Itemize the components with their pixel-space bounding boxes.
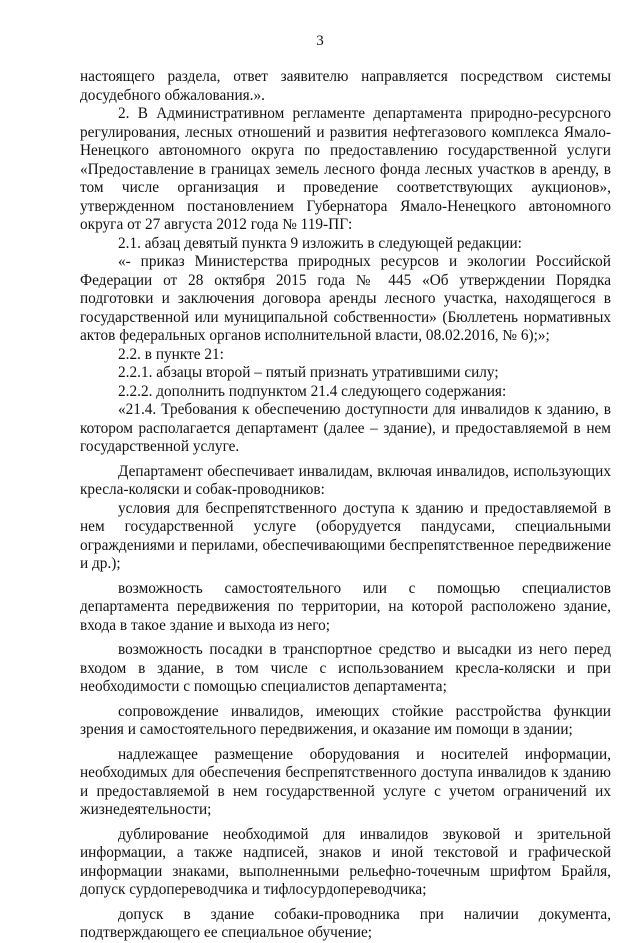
paragraph: 2.2. в пункте 21: (118, 345, 224, 363)
paragraph: условия для беспрепятственного доступа к зданию и предоставляемой в нем государственной услуге (оборудуется пандусами, специальными ограждениями и перилами, обеспечивающими беспрепятственное передвижение и др.); (80, 499, 611, 572)
page-number: 3 (316, 33, 324, 49)
paragraph: дублирование необходимой для инвалидов звуковой и зрительной информации, а также надписей, знаков и иной текстовой и графической информации знаками, выполненными рельефно-точечным шрифтом Брайля, допуск сурдопереводчика и тифлосурдопереводчика; (80, 825, 611, 898)
paragraph: возможность посадки в транспортное средство и высадки из него перед входом в здание, в том числе с использованием кресла-коляски и при необходимости с помощью специалистов департамента; (80, 641, 611, 695)
paragraph: Департамент обеспечивает инвалидам, включая инвалидов, использующих кресла-коляски и собак-проводников: (80, 462, 611, 498)
paragraph: надлежащее размещение оборудования и носителей информации, необходимых для обеспечения беспрепятственного доступа инвалидов к зданию и предоставляемой в нем государственной услуге с учетом ограничений их жизнедеятельности; (80, 745, 611, 818)
paragraph: настоящего раздела, ответ заявителю направляется посредством системы досудебного обжалования.». (80, 68, 611, 104)
paragraph: сопровождение инвалидов, имеющих стойкие расстройства функции зрения и самостоятельного передвижения, и оказание им помощи в здании; (80, 702, 611, 738)
paragraph: возможность самостоятельного или с помощью специалистов департамента передвижения по территории, на которой расположено здание, входа в такое здание и выхода из него; (80, 579, 611, 634)
paragraph: допуск в здание собаки-проводника при наличии документа, подтверждающего ее специальное обучение; (80, 905, 611, 941)
paragraph: 2. В Административном регламенте департамента природно-ресурсного регулирования, лесных отношений и развития нефтегазового комплекса Ямало-Ненецкого автономного округа по предоставлению государственной услуги «Предоставление в границах земель лесного фонда лесных участков в аренду, в том числе организация и проведение соответствующих аукционов», утвержденном постановлением Губернатора Ямало-Ненецкого автономного округа от 27 августа 2012 года № 119-ПГ: (80, 105, 611, 233)
paragraph: 2.1. абзац девятый пункта 9 изложить в следующей редакции: (118, 234, 522, 252)
document-body (80, 68, 611, 943)
paragraph: 2.2.1. абзацы второй – пятый признать утратившими силу; (118, 364, 499, 381)
paragraph: 2.2.2. дополнить подпунктом 21.4 следующего содержания: (118, 382, 507, 400)
paragraph: «21.4. Требования к обеспечению доступности для инвалидов к зданию, в котором располагается департамент (далее – здание), и предоставляемой в нем государственной услуге. (80, 401, 611, 455)
paragraph: «- приказ Министерства природных ресурсов и экологии Российской Федерации от 28 октября 2015 года № 445 «Об утверждении Порядка подготовки и заключения договора аренды лесного участка, находящегося в государственной или муниципальной собственности» (Бюллетень нормативных актов федеральных органов исполнительной власти, 08.02.2016, № 6);»; (80, 253, 611, 344)
